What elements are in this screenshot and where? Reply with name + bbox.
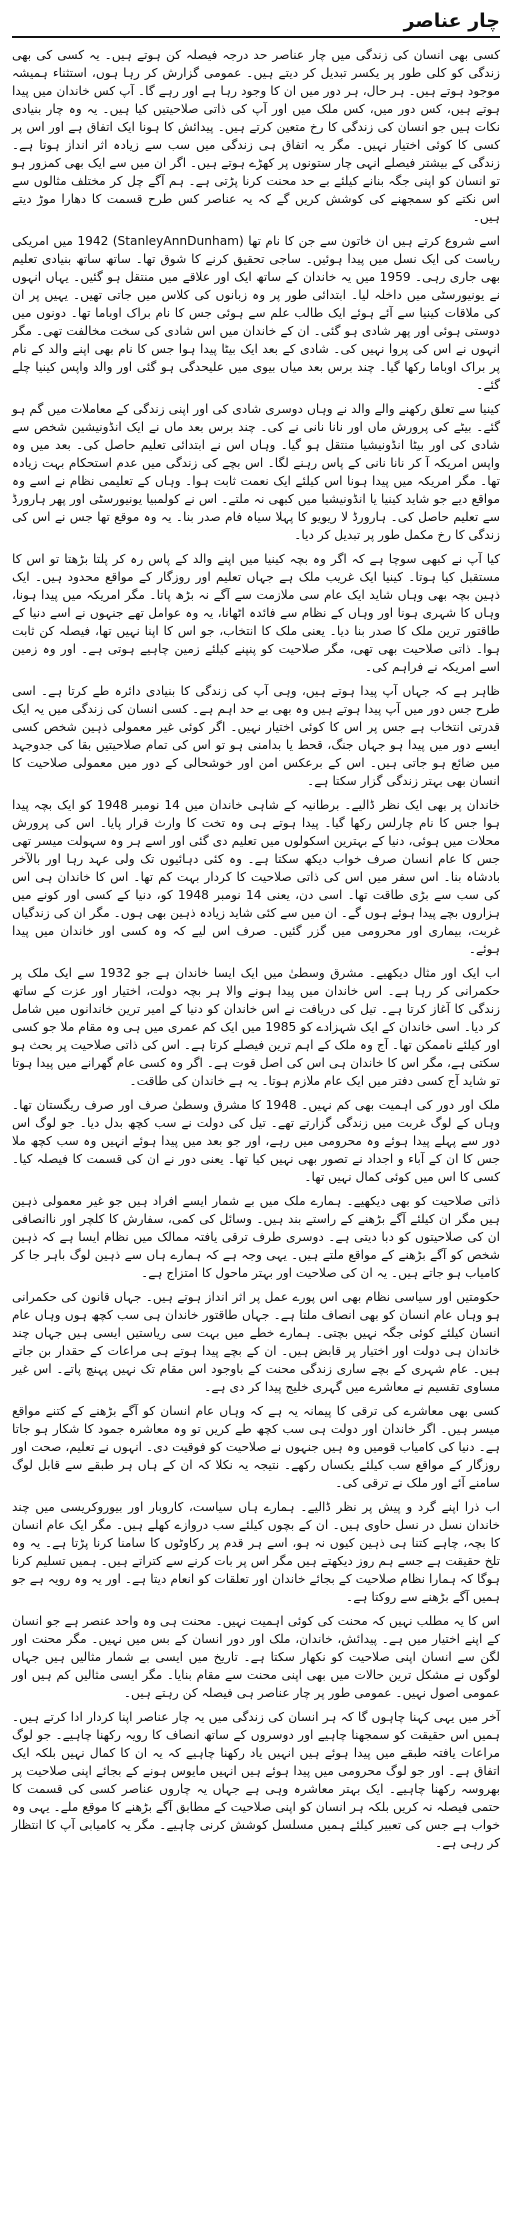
article-header xyxy=(12,6,500,40)
paragraph: اب ایک اور مثال دیکھیے۔ مشرق وسطیٰ میں ایک ایسا خاندان ہے جو 1932 سے ایک ملک پر حکمرانی کر رہا ہے۔ اس خاندان میں پیدا ہونے والا ہر بچہ دولت، اختیار اور عزت کے ساتھ زندگی کا آغاز کرتا ہے۔ تیل کی دریافت نے اس خاندان کو دنیا کے امیر ترین خاندانوں میں شامل کر دیا۔ اسی خاندان کے ایک شہزادے کو 1985 میں ایک کم عمری میں ہی وہ مقام ملا جو کسی اور کیلئے ناممکن تھا۔ آج وہ ملک کے اہم ترین فیصلے کرتا ہے۔ اس کی ذاتی صلاحیت پر بحث ہو سکتی ہے، مگر اس کا خاندان ہی اس کی اصل قوت ہے۔ اگر وہ کسی عام گھرانے میں پیدا ہوتا تو شاید آج کسی دفتر میں ایک عام ملازم ہوتا۔ یہ ہے خاندان کی طاقت۔ xyxy=(12,966,500,1088)
paragraph: اب ذرا اپنے گرد و پیش پر نظر ڈالیے۔ ہمارے ہاں سیاست، کاروبار اور بیوروکریسی میں چند خاندان نسل در نسل حاوی ہیں۔ ان کے بچوں کیلئے سب دروازے کھلے ہیں۔ مگر ایک عام انسان کا بچہ، چاہے کتنا ہی ذہین کیوں نہ ہو، اسے ہر قدم پر رکاوٹوں کا سامنا کرنا پڑتا ہے۔ یہ وہ تلخ حقیقت ہے جسے ہم روز دیکھتے ہیں مگر اس پر بات کرنے سے کتراتے ہیں۔ ہمیں تسلیم کرنا ہوگا کہ ہمارا نظام صلاحیت کے بجائے خاندان اور تعلقات کو انعام دیتا ہے۔ اور یہ وہ رویہ ہے جو ہمیں آگے بڑھنے سے روکتا ہے۔ xyxy=(12,1500,500,1604)
paragraph: ذاتی صلاحیت کو بھی دیکھیے۔ ہمارے ملک میں بے شمار ایسے افراد ہیں جو غیر معمولی ذہین ہیں مگر ان کیلئے آگے بڑھنے کے راستے بند ہیں۔ وسائل کی کمی، سفارش کا کلچر اور ناانصافی ان کی صلاحیتوں کو دبا دیتی ہے۔ دوسری طرف ترقی یافتہ ممالک میں نظام ایسا ہے کہ ذہین شخص کو آگے بڑھنے کے مواقع ملتے ہیں۔ یہی وجہ ہے کہ ہمارے ہاں سے ذہین لوگ باہر جا کر کامیاب ہو جاتے ہیں۔ یہ ان کی صلاحیت اور بہتر ماحول کا امتزاج ہے۔ xyxy=(12,1194,500,1280)
paragraph: ملک اور دور کی اہمیت بھی کم نہیں۔ 1948 کا مشرق وسطیٰ صرف اور صرف ریگستان تھا۔ وہاں کے لوگ غربت میں زندگی گزارتے تھے۔ تیل کی دولت نے سب کچھ بدل دیا۔ جو لوگ اس دور سے پہلے پیدا ہوئے وہ محرومی میں رہے، اور جو بعد میں پیدا ہوئے انہیں وہ سب کچھ ملا جس کا ان کے آباء و اجداد نے تصور بھی نہیں کیا تھا۔ یعنی دور نے ان کی قسمت کا فیصلہ کیا۔ کسی کا اس میں کوئی کمال نہیں تھا۔ xyxy=(12,1098,500,1184)
title-underline xyxy=(12,36,500,38)
paragraph: کسی بھی انسان کی زندگی میں چار عناصر حد درجہ فیصلہ کن ہوتے ہیں۔ یہ کسی کی بھی زندگی کو کلی طور پر یکسر تبدیل کر دیتے ہیں۔ عمومی گزارش کر رہا ہوں، استثناء ہمیشہ موجود ہوتے ہیں۔ ہر حال، ہر دور میں ان کا وجود رہا ہے اور رہے گا۔ آپ کس خاندان میں پیدا ہوتے ہیں، کس دور میں، کس ملک میں اور آپ کی ذاتی صلاحیتیں کیا ہیں۔ یہ وہ چار بنیادی نکات ہیں جو انسان کی زندگی کا رخ متعین کرتے ہیں۔ پیدائش کا ہونا ایک اتفاق ہے اور اس پر کسی کا کوئی اختیار نہیں۔ مگر یہ اتفاق ہی زندگی میں سب سے زیادہ اثر انداز ہوتا ہے۔ زندگی کے بیشتر فیصلے انہی چار ستونوں پر کھڑے ہوتے ہیں۔ اگر ان میں سے ایک بھی کمزور ہو تو انسان کو اپنی جگہ بنانے کیلئے بے حد محنت کرنا پڑتی ہے۔ ہم آگے چل کر مختلف مثالوں سے اس نکتے کو سمجھنے کی کوشش کریں گے کہ یہ عناصر کس طرح قسمت کا دھارا موڑ دیتے ہیں۔ xyxy=(12,48,500,224)
paragraph: اس کا یہ مطلب نہیں کہ محنت کی کوئی اہمیت نہیں۔ محنت ہی وہ واحد عنصر ہے جو انسان کے اپنے اختیار میں ہے۔ پیدائش، خاندان، ملک اور دور انسان کے بس میں نہیں۔ مگر محنت اور لگن سے انسان اپنی صلاحیت کو نکھار سکتا ہے۔ تاریخ میں ایسی بے شمار مثالیں ہیں جہاں لوگوں نے مشکل ترین حالات میں بھی اپنی محنت سے مقام بنایا۔ مگر ایسی مثالیں کم ہیں اور عمومی اصول نہیں۔ عمومی طور پر چار عناصر ہی فیصلہ کن رہتے ہیں۔ xyxy=(12,1614,500,1700)
article-title: چار عناصر xyxy=(403,10,500,32)
paragraph: اسے شروع کرتے ہیں ان خاتون سے جن کا نام تھا (StanleyAnnDunham) 1942 میں امریکی ریاست کی ایک نسل میں پیدا ہوئیں۔ ساجی تحقیق کرنے کا شوق تھا۔ ساتھ ساتھ بنیادی تعلیم بھی جاری رہی۔ 1959 میں یہ خاندان کے ساتھ ایک اور علاقے میں منتقل ہو گئیں۔ یہاں انہوں نے یونیورسٹی میں داخلہ لیا۔ ابتدائی طور پر وہ زبانوں کی کلاس میں جاتی تھیں۔ یہیں پر ان کی ملاقات کینیا سے آئے ہوئے ایک طالب علم سے ہوئی جس کا نام براک اوباما تھا۔ دونوں میں دوستی ہوئی اور پھر شادی ہو گئی۔ ان کے خاندان میں اس شادی کی سخت مخالفت تھی۔ مگر انہوں نے اس کی پروا نہیں کی۔ شادی کے بعد ایک بیٹا پیدا ہوا جس کا نام بھی اپنے والد کے نام پر براک اوباما رکھا گیا۔ چند برس بعد میاں بیوی میں علیحدگی ہو گئی اور والد واپس کینیا چلے گئے۔ xyxy=(12,234,500,392)
paragraph: کینیا سے تعلق رکھنے والے والد نے وہاں دوسری شادی کی اور اپنی زندگی کے معاملات میں گم ہو گئے۔ بیٹے کی پرورش ماں اور نانا نانی نے کی۔ چند برس بعد ماں نے ایک انڈونیشین شخص سے شادی کی اور بیٹا انڈونیشیا منتقل ہو گیا۔ وہاں اس نے ابتدائی تعلیم حاصل کی۔ بعد میں وہ واپس امریکہ آ کر نانا نانی کے پاس رہنے لگا۔ اس بچے کی زندگی میں عدم استحکام بہت زیادہ تھا۔ مگر امریکہ میں پیدا ہونا اس کیلئے ایک نعمت ثابت ہوا۔ وہاں کے تعلیمی نظام نے اسے وہ مواقع دیے جو شاید کینیا یا انڈونیشیا میں کبھی نہ ملتے۔ اس نے کولمبیا یونیورسٹی اور پھر ہارورڈ سے تعلیم حاصل کی۔ ہارورڈ لا ریویو کا پہلا سیاہ فام صدر بنا۔ یہ وہ موقع تھا جس نے اس کی زندگی کا رخ مکمل طور پر تبدیل کر دیا۔ xyxy=(12,402,500,542)
paragraph: کسی بھی معاشرے کی ترقی کا پیمانہ یہ ہے کہ وہاں عام انسان کو آگے بڑھنے کے کتنے مواقع میسر ہیں۔ اگر خاندان اور دولت ہی سب کچھ طے کریں تو وہ معاشرہ جمود کا شکار ہو جاتا ہے۔ دنیا کی کامیاب قومیں وہ ہیں جنہوں نے صلاحیت کو فوقیت دی۔ انہوں نے تعلیم، صحت اور روزگار کے مواقع سب کیلئے یکساں رکھے۔ نتیجہ یہ نکلا کہ ان کے ہاں ہر طبقے سے قابل لوگ سامنے آئے اور ملک نے ترقی کی۔ xyxy=(12,1404,500,1490)
paragraph: خاندان پر بھی ایک نظر ڈالیے۔ برطانیہ کے شاہی خاندان میں 14 نومبر 1948 کو ایک بچہ پیدا ہوا جس کا نام چارلس رکھا گیا۔ پیدا ہوتے ہی وہ تخت کا وارث قرار پایا۔ اس کی پرورش محلات میں ہوئی، دنیا کے بہترین اسکولوں میں تعلیم دی گئی اور اسے ہر وہ سہولت میسر تھی جس کا عام انسان صرف خواب دیکھ سکتا ہے۔ وہ کئی دہائیوں تک ولی عہد رہا اور بالآخر بادشاہ بنا۔ اس سفر میں اس کی ذاتی صلاحیت کا کردار بہت کم تھا۔ اس کا خاندان ہی اس کی سب سے بڑی طاقت تھا۔ اسی دن، یعنی 14 نومبر 1948 کو، دنیا کے کسی اور کونے میں ہزاروں بچے پیدا ہوئے ہوں گے۔ ان میں سے کئی شاید زیادہ ذہین بھی ہوں۔ مگر ان کی زندگیاں غربت، بیماری اور محرومی میں گزر گئیں۔ صرف اس لیے کہ وہ کسی اور خاندان میں پیدا ہوئے۔ xyxy=(12,798,500,956)
paragraph: حکومتیں اور سیاسی نظام بھی اس پورے عمل پر اثر انداز ہوتے ہیں۔ جہاں قانون کی حکمرانی ہو وہاں عام انسان کو بھی انصاف ملتا ہے۔ جہاں طاقتور خاندان ہی سب کچھ ہوں وہاں عام انسان کیلئے کوئی جگہ نہیں بچتی۔ ہمارے خطے میں بہت سی ریاستیں ایسی ہیں جہاں چند خاندان ہی دولت اور اختیار پر قابض ہیں۔ ان کے بچے پیدا ہوتے ہی مراعات کے حقدار بن جاتے ہیں۔ عام شہری کے بچے ساری زندگی محنت کے باوجود اس مقام تک نہیں پہنچ پاتے۔ اس غیر مساوی تقسیم نے معاشرے میں گہری خلیج پیدا کر دی ہے۔ xyxy=(12,1290,500,1394)
paragraph: آخر میں یہی کہنا چاہوں گا کہ ہر انسان کی زندگی میں یہ چار عناصر اپنا کردار ادا کرتے ہیں۔ ہمیں اس حقیقت کو سمجھنا چاہیے اور دوسروں کے ساتھ انصاف کا رویہ رکھنا چاہیے۔ جو لوگ مراعات یافتہ طبقے میں پیدا ہوئے ہیں انہیں یاد رکھنا چاہیے کہ یہ ان کا کمال نہیں بلکہ ایک اتفاق ہے۔ اور جو لوگ محرومی میں پیدا ہوئے ہیں انہیں مایوس ہونے کے بجائے اپنی صلاحیت پر بھروسہ رکھنا چاہیے۔ ایک بہتر معاشرہ وہی ہے جہاں یہ چاروں عناصر کسی کی قسمت کا حتمی فیصلہ نہ کریں بلکہ ہر انسان کو اپنی صلاحیت کے مطابق آگے بڑھنے کا موقع ملے۔ یہی وہ خواب ہے جس کی تعبیر کیلئے ہمیں مسلسل کوشش کرنی چاہیے۔ مگر یہ کامیابی آپ کا انتظار کر رہی ہے۔ xyxy=(12,1710,500,1850)
paragraph: ظاہر ہے کہ جہاں آپ پیدا ہوتے ہیں، وہی آپ کی زندگی کا بنیادی دائرہ طے کرتا ہے۔ اسی طرح جس دور میں آپ پیدا ہوتے ہیں وہ بھی بے حد اہم ہے۔ کسی انسان کی زندگی میں یہ ایک قدرتی انتخاب ہے جس پر اس کا کوئی اختیار نہیں۔ اگر کوئی غیر معمولی ذہین شخص کسی ایسے دور میں پیدا ہو جہاں جنگ، قحط یا بدامنی ہو تو اس کی تمام صلاحیتیں بقا کی جدوجہد میں ضائع ہو جاتی ہیں۔ اس کے برعکس امن اور خوشحالی کے دور میں معمولی صلاحیت کا انسان بھی بہتر زندگی گزار سکتا ہے۔ xyxy=(12,684,500,788)
paragraph: کیا آپ نے کبھی سوچا ہے کہ اگر وہ بچہ کینیا میں اپنے والد کے پاس رہ کر پلتا بڑھتا تو اس کا مستقبل کیا ہوتا۔ کینیا ایک غریب ملک ہے جہاں تعلیم اور روزگار کے مواقع محدود ہیں۔ ایک ذہین بچہ بھی وہاں شاید ایک عام سی ملازمت سے آگے نہ بڑھ پاتا۔ مگر امریکہ میں پیدا ہونا، وہاں کا شہری ہونا اور وہاں کے نظام سے فائدہ اٹھانا، یہ وہ عوامل تھے جنہوں نے اسے دنیا کے طاقتور ترین ملک کا صدر بنا دیا۔ یعنی ملک کا انتخاب، جو اس کا اپنا نہیں تھا، فیصلہ کن ثابت ہوا۔ ذاتی صلاحیت بھی تھی، مگر صلاحیت کو پنپنے کیلئے زمین چاہیے ہوتی ہے۔ اور وہ زمین اسے امریکہ نے فراہم کی۔ xyxy=(12,552,500,674)
article-body xyxy=(12,46,500,1852)
